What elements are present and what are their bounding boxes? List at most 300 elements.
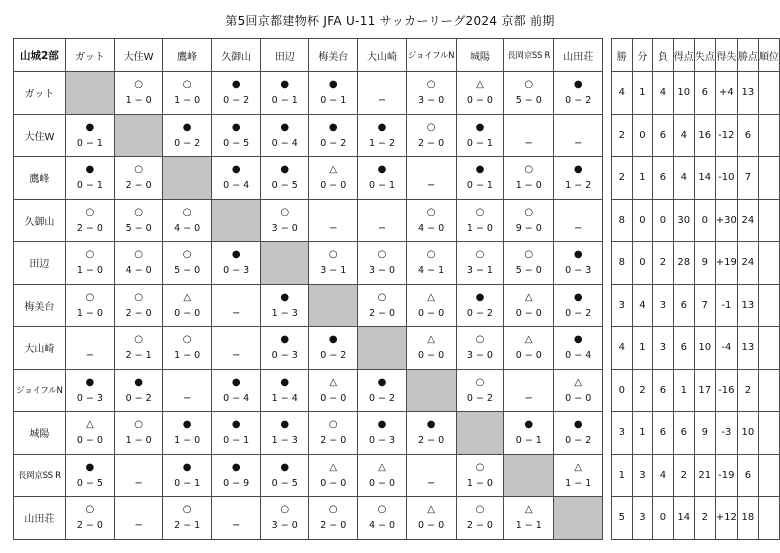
match-score: 0 − 2	[565, 435, 592, 446]
stat-cell	[758, 114, 779, 157]
self-match-cell	[261, 242, 309, 285]
match-score: 0 − 1	[174, 477, 201, 489]
row-team-name: ジョイフルN	[14, 369, 66, 412]
result-mark: ○	[85, 291, 95, 303]
table-row	[14, 157, 780, 200]
match-cell	[456, 157, 504, 200]
match-cell	[309, 72, 358, 115]
result-mark: ○	[475, 504, 485, 515]
match-cell	[504, 327, 554, 370]
table-row	[14, 497, 780, 540]
match-cell	[212, 157, 261, 200]
row-team-name: 城陽	[14, 412, 66, 455]
stat-cell: 18	[737, 497, 758, 540]
result-mark: ○	[475, 376, 485, 388]
match-score: 0 − 2	[466, 392, 493, 404]
table-row	[14, 454, 780, 497]
result-mark: ○	[426, 249, 436, 260]
match-cell	[115, 497, 163, 540]
match-cell	[115, 157, 163, 200]
spacer	[603, 199, 612, 242]
match-cell	[65, 454, 114, 497]
result-mark: ○	[182, 206, 192, 218]
match-score: 0 − 9	[223, 477, 250, 489]
result-mark: ○	[134, 79, 143, 90]
stat-cell: 3	[632, 497, 653, 540]
match-score: −	[377, 222, 387, 234]
match-cell	[115, 284, 163, 327]
match-score: 1 − 1	[565, 477, 592, 489]
stat-cell: 6	[653, 412, 674, 455]
match-score: 0 − 0	[320, 477, 347, 489]
match-score: −	[85, 350, 95, 361]
stat-cell: 6	[653, 157, 674, 200]
result-mark: ○	[426, 79, 436, 90]
column-header-team: ガット	[65, 39, 114, 72]
result-mark: ●	[573, 334, 583, 345]
column-header-team: 久御山	[212, 39, 261, 72]
result-mark: ●	[280, 334, 290, 345]
match-cell	[504, 412, 554, 455]
table-row	[14, 114, 780, 157]
match-cell	[163, 199, 212, 242]
match-score: 0 − 1	[271, 95, 298, 106]
match-score: 0 − 0	[515, 350, 542, 361]
result-mark: ●	[573, 164, 583, 175]
match-cell	[406, 412, 456, 455]
match-cell	[261, 72, 309, 115]
stat-cell: 0	[694, 199, 715, 242]
stat-cell: 8	[612, 242, 633, 285]
result-mark: ●	[85, 164, 95, 175]
match-score: 3 − 0	[368, 265, 396, 276]
match-cell	[65, 412, 114, 455]
result-mark: ●	[182, 461, 192, 473]
match-cell	[163, 327, 212, 370]
result-mark: ●	[377, 419, 387, 430]
match-score: −	[134, 477, 143, 489]
match-score: 0 − 2	[466, 307, 493, 319]
stat-cell: 2	[694, 497, 715, 540]
match-cell	[309, 327, 358, 370]
match-score: 0 − 5	[76, 477, 103, 489]
stat-cell	[758, 284, 779, 327]
match-cell	[504, 242, 554, 285]
stat-cell: +4	[715, 72, 737, 115]
match-score: 0 − 2	[565, 307, 592, 319]
match-score: 0 − 1	[466, 137, 493, 149]
match-cell	[212, 327, 261, 370]
result-mark: ●	[231, 164, 241, 175]
match-cell	[309, 454, 358, 497]
stat-cell	[758, 157, 779, 200]
spacer	[603, 72, 612, 115]
stat-cell: 10	[737, 412, 758, 455]
result-mark: △	[427, 334, 435, 345]
match-score: 1 − 4	[271, 392, 298, 404]
match-score: 0 − 1	[223, 435, 250, 446]
stat-cell: 2	[673, 454, 694, 497]
stat-cell	[758, 199, 779, 242]
match-score: 1 − 0	[515, 180, 542, 191]
match-cell	[504, 497, 554, 540]
match-cell	[358, 369, 406, 412]
stat-cell: 24	[737, 242, 758, 285]
stat-cell: 0	[653, 497, 674, 540]
table-row	[14, 199, 780, 242]
match-cell	[309, 114, 358, 157]
match-cell	[358, 242, 406, 285]
column-header-team: 城陽	[456, 39, 504, 72]
column-header-team: 大住W	[115, 39, 163, 72]
stat-cell: 4	[653, 72, 674, 115]
match-cell	[456, 497, 504, 540]
match-score: 2 − 1	[174, 520, 201, 531]
match-cell	[309, 242, 358, 285]
match-score: 5 − 0	[174, 265, 201, 276]
result-mark: ●	[280, 419, 290, 430]
match-cell	[163, 497, 212, 540]
match-score: 0 − 5	[223, 137, 250, 149]
result-mark: △	[574, 376, 583, 388]
match-cell	[456, 242, 504, 285]
stat-cell: 17	[694, 369, 715, 412]
stat-cell: 7	[694, 284, 715, 327]
corner-label: 山城2部	[14, 39, 66, 72]
match-cell	[504, 284, 554, 327]
match-cell	[358, 199, 406, 242]
stat-cell: 16	[694, 114, 715, 157]
match-cell	[212, 497, 261, 540]
match-score: 0 − 3	[565, 265, 592, 276]
match-cell	[261, 369, 309, 412]
match-cell	[309, 369, 358, 412]
match-score: 3 − 0	[271, 222, 298, 234]
stat-cell: 4	[612, 72, 633, 115]
match-score: 4 − 1	[418, 265, 445, 276]
stat-cell: 3	[612, 284, 633, 327]
match-cell	[456, 72, 504, 115]
match-cell	[115, 199, 163, 242]
stat-cell: 6	[653, 369, 674, 412]
stat-header: 勝点	[737, 39, 758, 72]
match-score: 0 − 2	[368, 392, 396, 404]
match-score: −	[329, 222, 338, 234]
result-mark: △	[378, 461, 386, 473]
result-mark: △	[524, 291, 533, 303]
match-cell	[406, 497, 456, 540]
match-cell	[65, 199, 114, 242]
match-cell	[406, 199, 456, 242]
result-mark: ●	[280, 79, 290, 90]
stat-cell: +30	[715, 199, 737, 242]
match-cell	[554, 242, 603, 285]
match-score: 2 − 0	[125, 180, 152, 191]
match-score: 0 − 4	[565, 350, 592, 361]
stat-cell: -3	[715, 412, 737, 455]
match-cell	[261, 454, 309, 497]
stat-cell: 1	[632, 327, 653, 370]
match-score: 0 − 3	[368, 435, 396, 446]
result-mark: ●	[280, 121, 290, 133]
match-score: 2 − 0	[320, 435, 347, 446]
match-cell	[212, 454, 261, 497]
match-cell	[163, 454, 212, 497]
result-mark: △	[427, 504, 435, 515]
match-score: 1 − 0	[466, 222, 493, 234]
match-cell	[309, 497, 358, 540]
row-team-name: ガット	[14, 72, 66, 115]
match-cell	[358, 284, 406, 327]
result-mark: ○	[377, 504, 387, 515]
result-mark: ●	[377, 376, 387, 388]
result-mark: △	[574, 461, 583, 473]
match-score: 2 − 0	[418, 435, 445, 446]
stat-cell: 5	[612, 497, 633, 540]
row-team-name: 田辺	[14, 242, 66, 285]
match-cell	[504, 114, 554, 157]
match-score: 1 − 0	[125, 95, 152, 106]
match-score: 9 − 0	[515, 222, 542, 234]
match-cell	[456, 114, 504, 157]
result-mark: ●	[231, 461, 241, 473]
result-mark: ●	[280, 376, 290, 388]
stat-cell: 0	[632, 199, 653, 242]
match-score: 0 − 1	[320, 95, 347, 106]
match-score: 3 − 1	[320, 265, 347, 276]
result-mark: ○	[426, 121, 436, 133]
result-mark: ●	[134, 376, 143, 388]
result-mark: ●	[475, 164, 485, 175]
result-mark: ○	[134, 334, 143, 345]
match-cell	[554, 454, 603, 497]
stat-cell: 3	[612, 412, 633, 455]
match-cell	[163, 369, 212, 412]
match-cell	[504, 72, 554, 115]
stat-cell: 14	[694, 157, 715, 200]
match-cell	[456, 454, 504, 497]
stat-cell: 6	[737, 454, 758, 497]
match-cell	[261, 497, 309, 540]
result-mark: ○	[524, 206, 534, 218]
stat-cell: 3	[653, 327, 674, 370]
match-score: 2 − 0	[320, 520, 347, 531]
match-cell	[115, 412, 163, 455]
match-cell	[115, 369, 163, 412]
match-score: 3 − 0	[418, 95, 445, 106]
self-match-cell	[554, 497, 603, 540]
stat-cell: 1	[632, 412, 653, 455]
match-score: 0 − 0	[565, 392, 592, 404]
row-team-name: 山田荘	[14, 497, 66, 540]
self-match-cell	[358, 327, 406, 370]
result-mark: ○	[182, 249, 192, 260]
stat-cell: 6	[694, 72, 715, 115]
stat-cell	[758, 497, 779, 540]
stat-cell: 4	[673, 114, 694, 157]
match-score: 1 − 2	[368, 137, 396, 149]
match-score: 5 − 0	[125, 222, 152, 234]
match-cell	[212, 412, 261, 455]
match-score: 0 − 1	[515, 435, 542, 446]
result-mark: ○	[426, 206, 436, 218]
result-mark: ○	[134, 164, 143, 175]
match-cell	[261, 284, 309, 327]
result-mark: ○	[85, 249, 95, 260]
match-score: 3 − 1	[466, 265, 493, 276]
match-cell	[163, 72, 212, 115]
result-mark: △	[183, 291, 192, 303]
result-mark: ○	[134, 291, 143, 303]
match-cell	[261, 327, 309, 370]
stat-cell	[758, 72, 779, 115]
result-mark: ●	[231, 121, 241, 133]
result-mark: ●	[231, 249, 241, 260]
match-score: 3 − 0	[271, 520, 298, 531]
row-team-name: 久御山	[14, 199, 66, 242]
stat-cell: 8	[612, 199, 633, 242]
match-score: 1 − 0	[174, 435, 201, 446]
result-mark: ●	[573, 419, 583, 430]
result-mark: △	[329, 164, 338, 175]
match-cell	[261, 199, 309, 242]
stat-cell: 0	[612, 369, 633, 412]
result-mark: ●	[85, 121, 95, 133]
page-title: 第5回京都建物杯 JFA U-11 サッカーリーグ2024 京都 前期	[225, 14, 555, 28]
stat-cell: 1	[632, 72, 653, 115]
result-mark: △	[524, 334, 533, 345]
stat-header: 順位	[758, 39, 779, 72]
result-mark: ○	[85, 504, 95, 515]
stat-cell: -12	[715, 114, 737, 157]
match-cell	[358, 114, 406, 157]
match-score: 2 − 0	[418, 137, 445, 149]
spacer	[603, 327, 612, 370]
match-cell	[554, 412, 603, 455]
match-score: 0 − 0	[174, 307, 201, 319]
stat-cell: 13	[737, 327, 758, 370]
match-score: 1 − 0	[174, 350, 201, 361]
stat-cell: 1	[612, 454, 633, 497]
match-score: 4 − 0	[125, 265, 152, 276]
result-mark: ○	[328, 249, 338, 260]
row-team-name: 鷹峰	[14, 157, 66, 200]
match-cell	[65, 327, 114, 370]
stat-cell: 6	[673, 412, 694, 455]
match-cell	[504, 157, 554, 200]
match-score: −	[134, 520, 143, 531]
match-score: −	[426, 180, 436, 191]
self-match-cell	[163, 157, 212, 200]
stat-cell	[758, 369, 779, 412]
match-cell	[65, 157, 114, 200]
stat-cell: -1	[715, 284, 737, 327]
match-score: −	[231, 520, 241, 531]
match-cell	[406, 284, 456, 327]
match-score: 0 − 2	[125, 392, 152, 404]
match-cell	[163, 284, 212, 327]
stat-cell: 2	[653, 242, 674, 285]
match-score: 2 − 1	[125, 350, 152, 361]
match-cell	[212, 369, 261, 412]
stat-cell: 4	[653, 454, 674, 497]
match-score: 2 − 0	[125, 307, 152, 319]
result-mark: △	[476, 79, 484, 90]
spacer	[603, 497, 612, 540]
result-mark: △	[524, 504, 533, 515]
stat-cell: 13	[737, 284, 758, 327]
stat-cell	[758, 242, 779, 285]
stat-header: 得失	[715, 39, 737, 72]
result-mark: ●	[85, 376, 95, 388]
table-row	[14, 72, 780, 115]
match-score: 0 − 0	[418, 520, 445, 531]
match-score: 0 − 0	[515, 307, 542, 319]
match-cell	[456, 327, 504, 370]
stat-cell: 9	[694, 412, 715, 455]
match-cell	[309, 157, 358, 200]
stat-cell: 1	[673, 369, 694, 412]
match-score: 0 − 2	[174, 137, 201, 149]
match-score: −	[231, 307, 241, 319]
result-mark: ○	[524, 79, 534, 90]
match-score: 1 − 3	[271, 435, 298, 446]
stat-cell: 30	[673, 199, 694, 242]
match-score: 0 − 5	[271, 477, 298, 489]
stat-cell: 2	[612, 114, 633, 157]
stat-cell: 13	[737, 72, 758, 115]
stat-cell: 9	[694, 242, 715, 285]
result-mark: ○	[475, 249, 485, 260]
stat-cell: 6	[653, 114, 674, 157]
match-cell	[65, 284, 114, 327]
result-mark: △	[329, 376, 338, 388]
result-mark: ●	[280, 291, 290, 303]
result-mark: △	[427, 291, 435, 303]
stat-cell: 7	[737, 157, 758, 200]
stat-cell: 28	[673, 242, 694, 285]
match-cell	[212, 284, 261, 327]
match-score: 0 − 1	[76, 180, 103, 191]
match-score: 2 − 0	[76, 222, 103, 234]
match-cell	[554, 114, 603, 157]
stat-cell: 3	[632, 454, 653, 497]
match-score: 0 − 0	[466, 95, 493, 106]
match-score: 0 − 0	[418, 350, 445, 361]
row-team-name: 大住W	[14, 114, 66, 157]
match-cell	[358, 412, 406, 455]
result-mark: ●	[328, 334, 338, 345]
match-cell	[554, 157, 603, 200]
row-team-name: 梅美台	[14, 284, 66, 327]
result-mark: ●	[573, 249, 583, 260]
match-score: 1 − 0	[125, 435, 152, 446]
match-cell	[212, 114, 261, 157]
match-score: 1 − 0	[76, 307, 103, 319]
table-row	[14, 369, 780, 412]
match-score: 2 − 0	[76, 520, 103, 531]
table-row	[14, 242, 780, 285]
result-mark: ○	[475, 206, 485, 218]
match-cell	[261, 157, 309, 200]
match-score: 5 − 0	[515, 265, 542, 276]
match-score: 2 − 0	[368, 307, 396, 319]
stat-cell: 6	[673, 284, 694, 327]
result-mark: ○	[328, 504, 338, 515]
stat-cell: 1	[632, 157, 653, 200]
header-row	[14, 39, 780, 72]
result-mark: ●	[280, 164, 290, 175]
